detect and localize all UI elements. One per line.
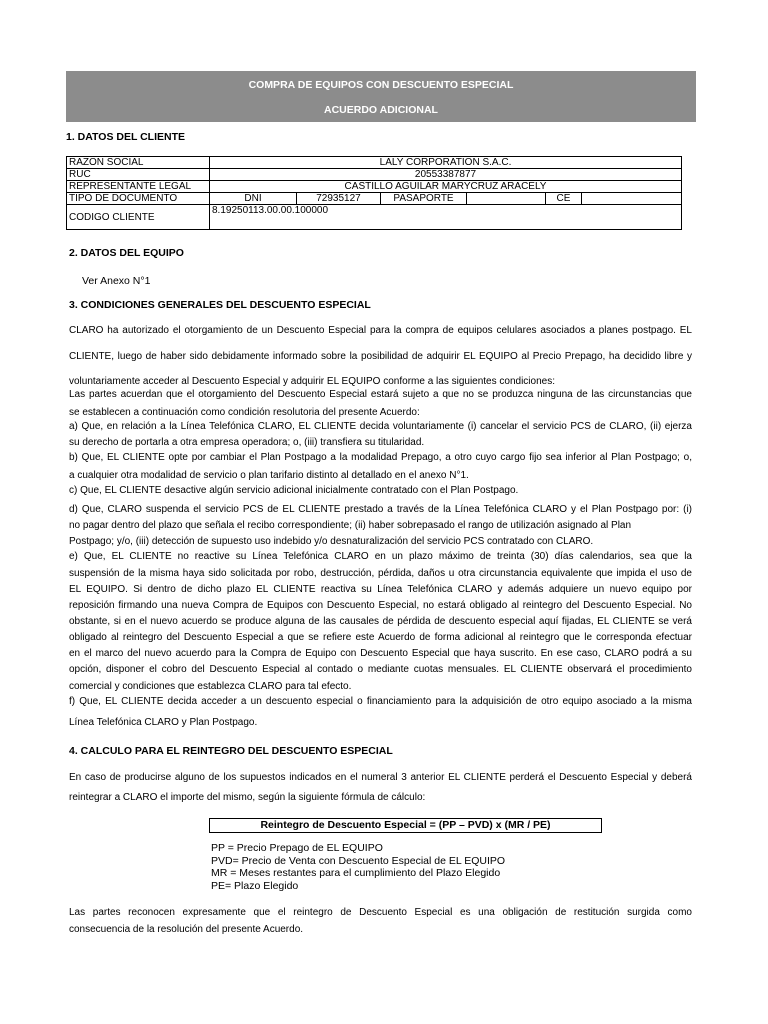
ce-value	[582, 193, 682, 205]
paragraph-line: obligado al reintegro del Descuento Especial a que se refiere este Acuerdo de forma adicional al reintegro que le corresponda efectuar	[69, 632, 692, 643]
reintegro-formula: Reintegro de Descuento Especial = (PP – PVD) x (MR / PE)	[209, 818, 602, 833]
representante-value: CASTILLO AGUILAR MARYCRUZ ARACELY	[210, 181, 682, 193]
paragraph-line: CLIENTE, luego de haber sido debidamente informado sobre la posibilidad de adquirir EL EQUIPO al Precio Prepago, ha decidido libre y	[69, 351, 692, 362]
table-row	[67, 193, 682, 205]
paragraph-line: reintegrar a CLARO el importe del mismo, según la siguiente fórmula de cálculo:	[69, 792, 426, 803]
document-header	[66, 71, 696, 122]
definition-pvd: PVD= Precio de Venta con Descuento Especial de EL EQUIPO	[211, 854, 506, 867]
ce-label: CE	[546, 193, 582, 205]
paragraph-line: comercial y condiciones que establezca CLARO para tal efecto.	[69, 681, 352, 692]
section-1-title: 1. DATOS DEL CLIENTE	[66, 131, 186, 143]
paragraph-line: en el marco del nuevo acuerdo para la Compra de Equipo con Descuento Especial que haya suscrito. En ese caso, CLARO podrá a su	[69, 648, 692, 659]
anexo-reference: Ver Anexo N°1	[82, 275, 151, 287]
table-row	[67, 205, 682, 230]
formula-definitions	[211, 842, 505, 892]
ruc-label: RUC	[67, 169, 210, 181]
definition-mr: MR = Meses restantes para el cumplimiento del Plazo Elegido	[211, 867, 501, 879]
document-subtitle: ACUERDO ADICIONAL	[324, 104, 438, 116]
paragraph-line: EL EQUIPO. Si dentro de dicho plazo EL CLIENTE reactiva su Línea Telefónica CLARO y además adquiere un nuevo equipo por	[69, 584, 692, 595]
paragraph-line: a cualquier otra modalidad de servicio o plan tarifario distinto al detallado en el anexo N°1.	[69, 470, 469, 481]
paragraph-line: Las partes reconocen expresamente que el reintegro de Descuento Especial es una obligación de restitución surgida como	[69, 907, 692, 918]
paragraph-line: no pagar dentro del plazo que señala el recibo correspondiente; (ii) haber sobrepasado el rango de utilización asignado al Plan	[69, 520, 632, 531]
paragraph-line: se establecen a continuación como condición resolutoria del presente Acuerdo:	[69, 407, 420, 418]
codigo-cliente-value: 8.19250113.00.00.100000	[210, 205, 682, 230]
paragraph-line: d) Que, CLARO suspenda el servicio PCS de EL CLIENTE prestado a través de la Línea Telefónica CLARO y el Plan Postpago por: (i)	[69, 504, 692, 515]
paragraph-line: a) Que, en relación a la Línea Telefónica CLARO, EL CLIENTE decida voluntariamente (i) cancelar el servicio PCS de CLARO, (ii) ejerza	[69, 421, 692, 432]
paragraph-line: En caso de producirse alguno de los supuestos indicados en el numeral 3 anterior EL CLIENTE perderá el Descuento Especial y deberá	[69, 772, 692, 783]
definition-pp: PP = Precio Prepago de EL EQUIPO	[211, 842, 383, 854]
dni-value: 72935127	[297, 193, 381, 205]
codigo-cliente-label: CODIGO CLIENTE	[67, 205, 210, 230]
section-4-title: 4. CALCULO PARA EL REINTEGRO DEL DESCUENTO ESPECIAL	[69, 745, 393, 757]
section-2-title: 2. DATOS DEL EQUIPO	[69, 247, 184, 259]
table-row	[67, 157, 682, 169]
pasaporte-label: PASAPORTE	[381, 193, 467, 205]
paragraph-line: b) Que, EL CLIENTE opte por cambiar el Plan Postpago a la modalidad Prepago, a otro cuyo cargo fijo sea inferior al Plan Postpago; o,	[69, 452, 692, 463]
client-data-table	[66, 156, 682, 230]
table-row	[67, 169, 682, 181]
razon-social-value: LALY CORPORATION S.A.C.	[210, 157, 682, 169]
paragraph-line: su derecho de portarla a otra empresa operadora; o, (iii) transfiera su titularidad.	[69, 437, 425, 448]
table-row	[67, 181, 682, 193]
representante-label: REPRESENTANTE LEGAL	[67, 181, 210, 193]
ruc-value: 20553387877	[210, 169, 682, 181]
paragraph-line: reposición firmando una nueva Compra de Equipos con Descuento Especial, no estará obligado al reintegro del Descuento Especial. No	[69, 600, 692, 611]
paragraph-line: suspensión de la misma haya sido solicitada por robo, destrucción, pérdida, daños u otra circunstancia equivalente que impida el uso de	[69, 568, 692, 579]
paragraph-line: c) Que, EL CLIENTE desactive algún servicio adicional inicialmente contratado con el Plan Postpago.	[69, 485, 519, 496]
paragraph-line: obstante, si en el nuevo acuerdo se produce alguna de las causales de pérdida de descuento especial aquí fijadas, EL CLIENTE se verá	[69, 616, 692, 627]
pasaporte-value	[467, 193, 546, 205]
dni-label: DNI	[210, 193, 297, 205]
paragraph-line: Línea Telefónica CLARO y Plan Postpago.	[69, 717, 258, 728]
paragraph-line: consecuencia de la resolución del presente Acuerdo.	[69, 924, 304, 935]
section-3-title: 3. CONDICIONES GENERALES DEL DESCUENTO ESPECIAL	[69, 299, 371, 311]
razon-social-label: RAZON SOCIAL	[67, 157, 210, 169]
paragraph-line: f) Que, EL CLIENTE decida acceder a un descuento especial o financiamiento para la adquisición de otro equipo asociado a la misma	[69, 696, 692, 707]
document-title: COMPRA DE EQUIPOS CON DESCUENTO ESPECIAL	[248, 79, 514, 91]
paragraph-line: e) Que, EL CLIENTE no reactive su Línea Telefónica CLARO en un plazo máximo de treinta (30) días calendarios, sea que la	[69, 551, 692, 562]
paragraph-line: voluntariamente acceder al Descuento Especial y adquirir EL EQUIPO conforme a las siguientes condiciones:	[69, 376, 555, 387]
paragraph-line: Postpago; y/o, (iii) detección de supuesto uso indebido y/o desnaturalización del servicio PCS contratado con CLARO.	[69, 536, 594, 547]
paragraph-line: CLARO ha autorizado el otorgamiento de un Descuento Especial para la compra de equipos celulares asociados a planes postpago. EL	[69, 325, 692, 336]
definition-pe: PE= Plazo Elegido	[211, 879, 299, 892]
paragraph-line: opción, disponer el cobro del Descuento Especial al contado o mediante cuotas mensuales. EL CLIENTE observará el procedimiento	[69, 664, 692, 675]
tipo-documento-label: TIPO DE DOCUMENTO	[67, 193, 210, 205]
paragraph-line: Las partes acuerdan que el otorgamiento del Descuento Especial estará sujeto a que no se produzca ninguna de las circunstancias que	[69, 389, 692, 400]
